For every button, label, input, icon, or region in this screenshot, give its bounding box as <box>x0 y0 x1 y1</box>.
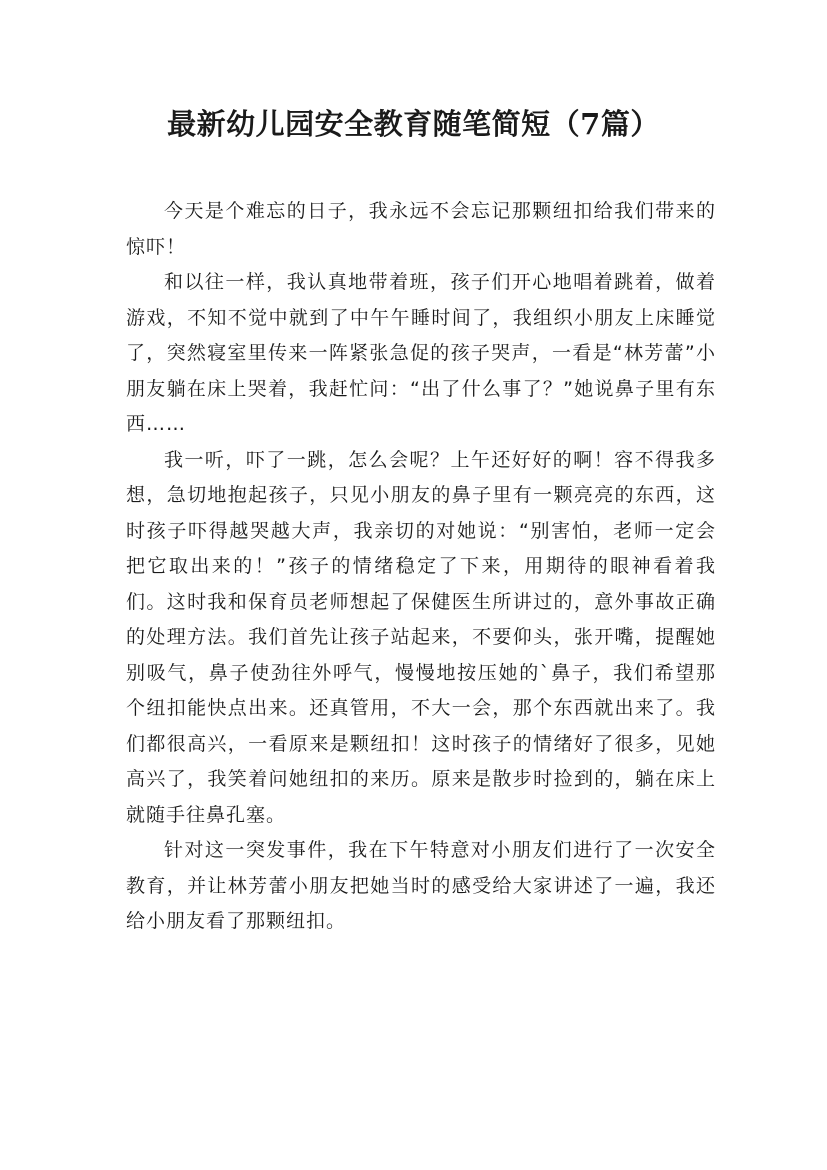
document-body <box>126 194 716 940</box>
paragraph: 针对这一突发事件，我在下午特意对小朋友们进行了一次安全教育，并让林芳蕾小朋友把她当时的感受给大家讲述了一遍，我还给小朋友看了那颗纽扣。 <box>126 839 716 932</box>
document-title: 最新幼儿园安全教育随笔简短（7篇） <box>167 107 660 141</box>
paragraph: 今天是个难忘的日子，我永远不会忘记那颗纽扣给我们带来的惊吓！ <box>126 200 716 258</box>
paragraph: 我一听，吓了一跳，怎么会呢？上午还好好的啊！容不得我多想，急切地抱起孩子，只见小朋友的鼻子里有一颗亮亮的东西，这时孩子吓得越哭越大声，我亲切的对她说：“别害怕，老师一定会把它取出来的！”孩子的情绪稳定了下来，用期待的眼神看着我们。这时我和保育员老师想起了保健医生所讲过的，意外事故正确的处理方法。我们首先让孩子站起来，不要仰头，张开嘴，提醒她别吸气，鼻子使劲往外呼气，慢慢地按压她的`鼻子，我们希望那个纽扣能快点出来。还真管用，不大一会，那个东西就出来了。我们都很高兴，一看原来是颗纽扣！这时孩子的情绪好了很多，见她高兴了，我笑着问她纽扣的来历。原来是散步时捡到的，躺在床上就随手往鼻孔塞。 <box>126 448 716 826</box>
paragraph: 和以往一样，我认真地带着班，孩子们开心地唱着跳着，做着游戏，不知不觉中就到了中午午睡时间了，我组织小朋友上床睡觉了，突然寝室里传来一阵紧张急促的孩子哭声，一看是“林芳蕾”小朋友躺在床上哭着，我赶忙问：“出了什么事了？”她说鼻子里有东西…… <box>126 271 716 435</box>
